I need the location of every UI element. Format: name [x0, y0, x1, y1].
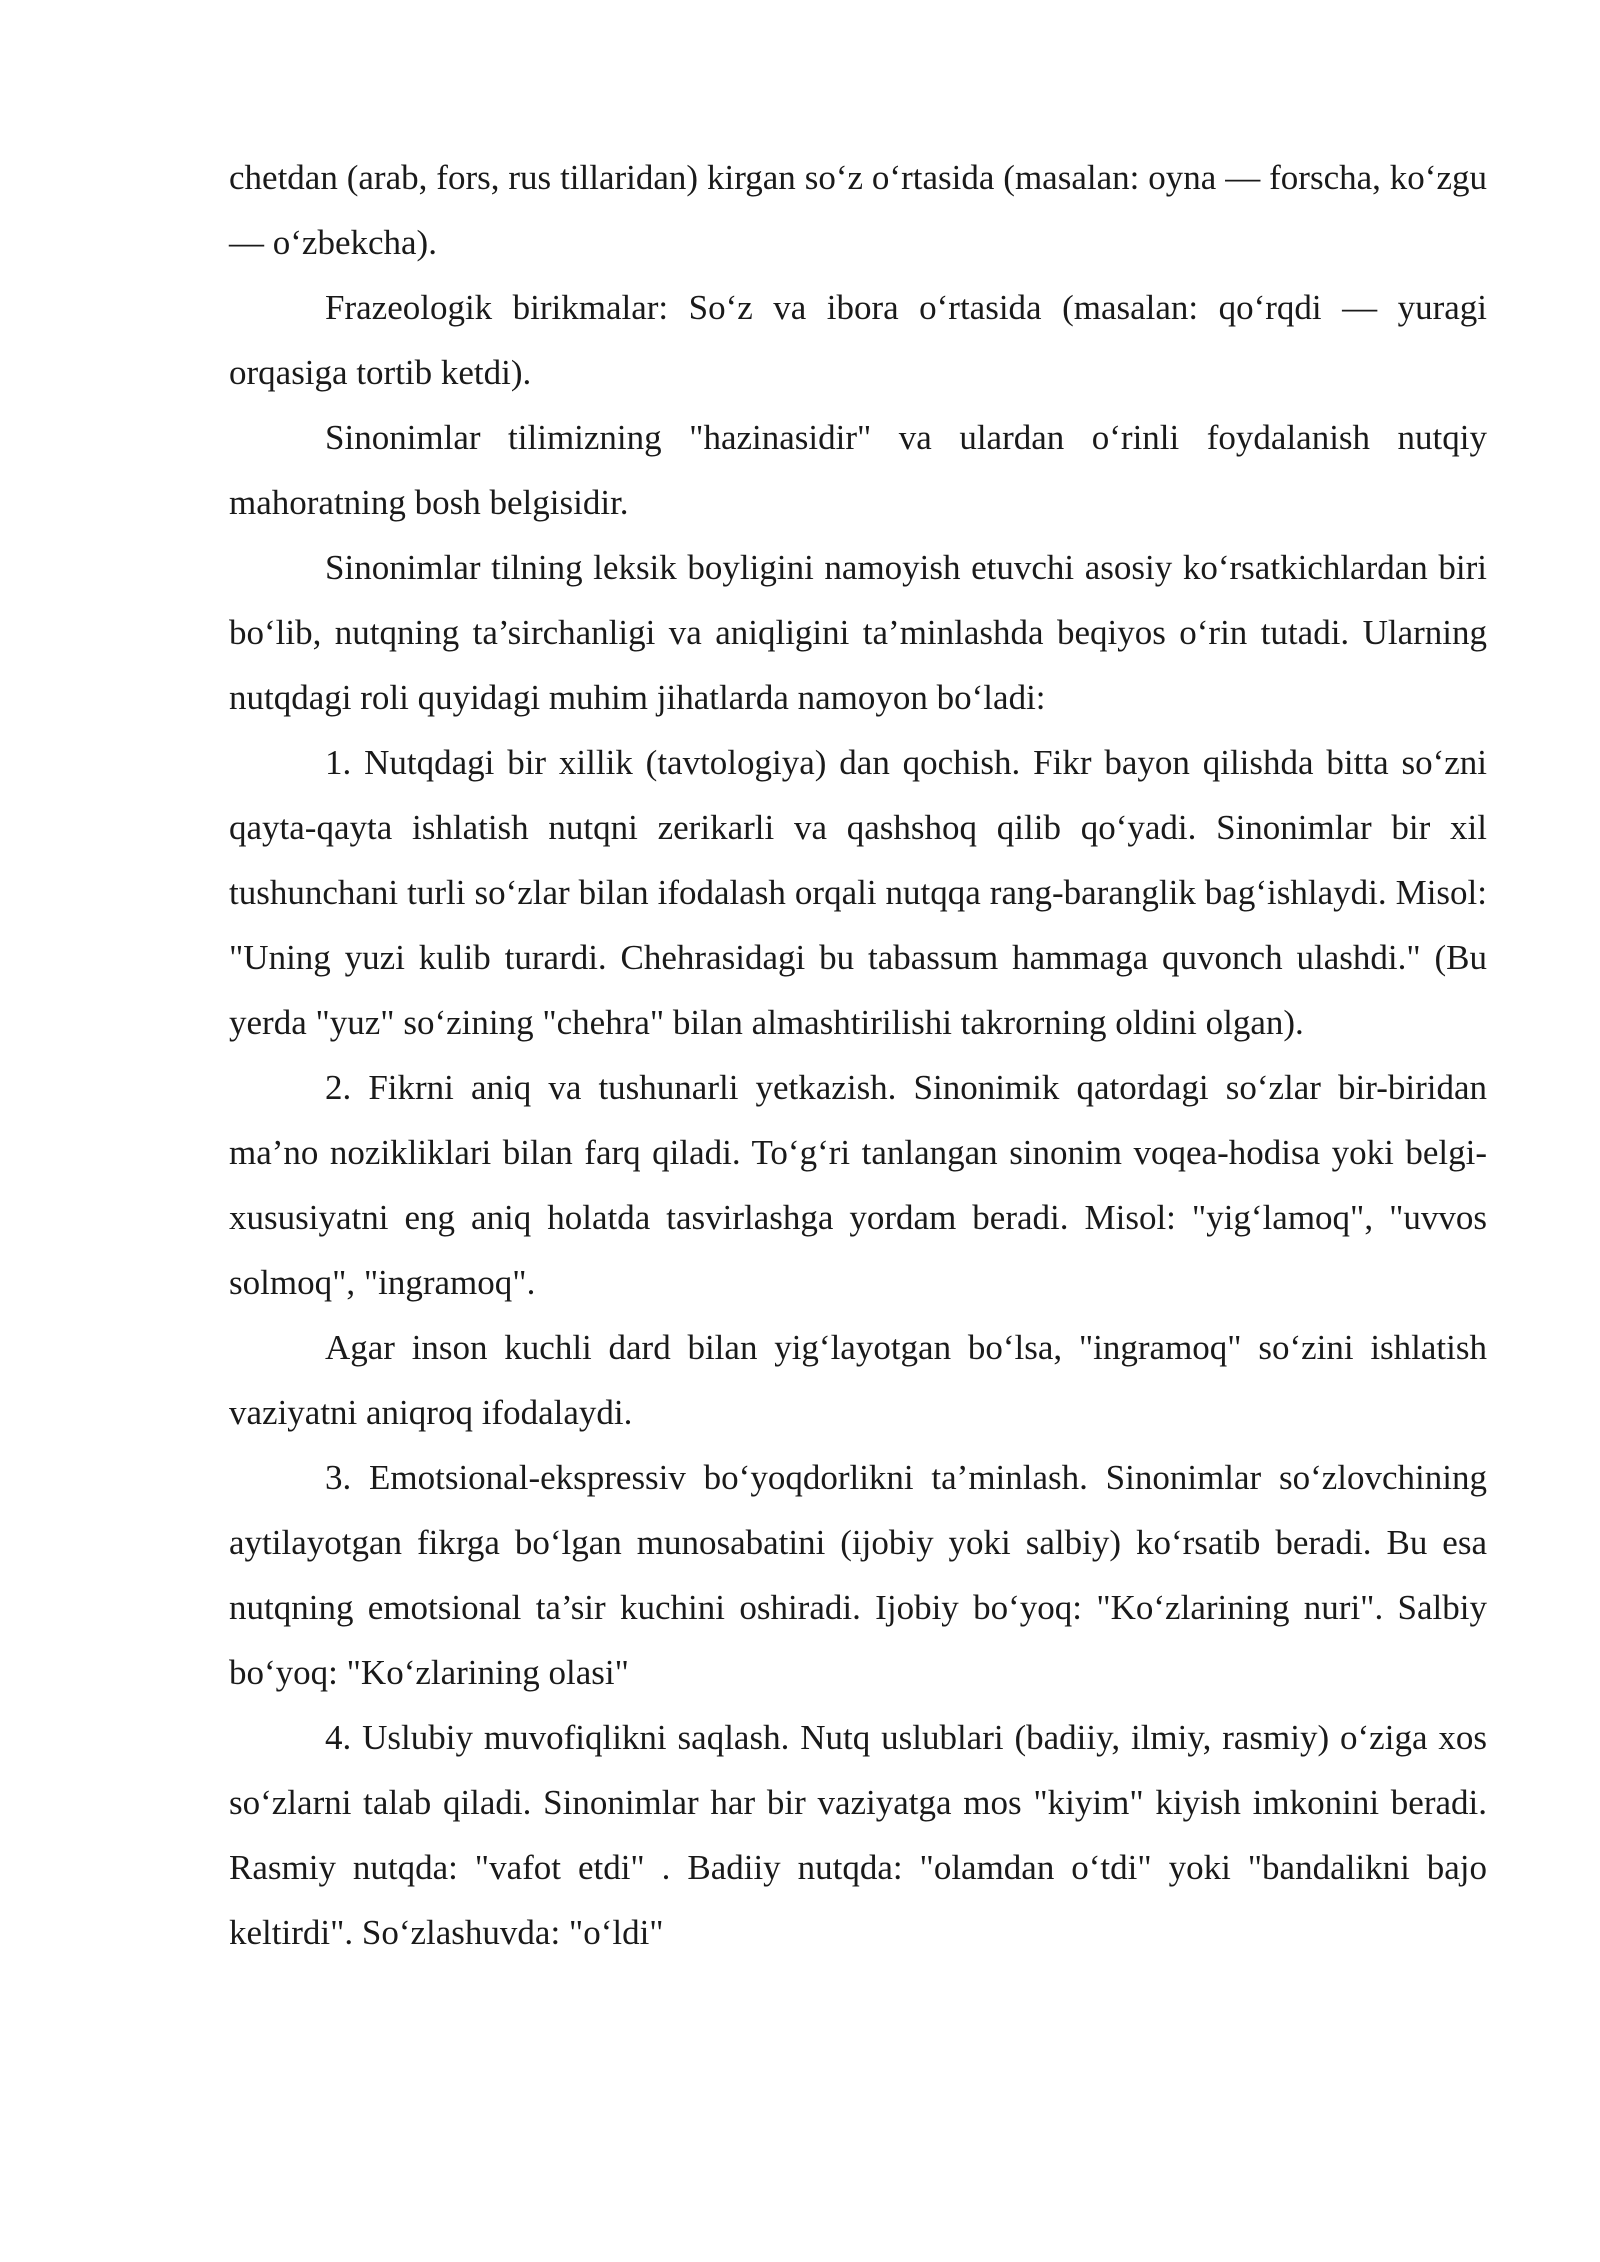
paragraph-continuation: chetdan (arab, fors, rus tillaridan) kirgan so‘z o‘rtasida (masalan: oyna — forscha, ko‘zgu — o‘zbekcha). — [229, 158, 1487, 262]
paragraph-point-4: 4. Uslubiy muvofiqlikni saqlash. Nutq uslublari (badiiy, ilmiy, rasmiy) o‘ziga xos so‘zlarni talab qiladi. Sinonimlar har bir vaziyatga mos "kiyim" kiyish imkonini beradi. Rasmiy nutqda: "vafot etdi" . Badiiy nutqda: "olamdan o‘tdi" yoki "bandalikni bajo keltirdi". So‘zlashuvda: "o‘ldi" — [229, 1718, 1487, 1952]
paragraph-phraseological-units: Frazeologik birikmalar: So‘z va ibora o‘rtasida (masalan: qo‘rqdi — yuragi orqasiga tortib ketdi). — [229, 288, 1487, 392]
paragraph-point-3: 3. Emotsional-ekspressiv bo‘yoqdorlikni ta’minlash. Sinonimlar so‘zlovchining aytilayotgan fikrga bo‘lgan munosabatini (ijobiy yoki salbiy) ko‘rsatib beradi. Bu esa nutqning emotsional ta’sir kuchini oshiradi. Ijobiy bo‘yoq: "Ko‘zlarining nuri". Salbiy bo‘yoq: "Ko‘zlarining olasi" — [229, 1458, 1487, 1692]
paragraph-point-1: 1. Nutqdagi bir xillik (tavtologiya) dan qochish. Fikr bayon qilishda bitta so‘zni qayta-qayta ishlatish nutqni zerikarli va qashshoq qilib qo‘yadi. Sinonimlar bir xil tushunchani turli so‘zlar bilan ifodalash orqali nutqqa rang-baranglik bag‘ishlaydi. Misol: "Uning yuzi kulib turardi. Chehrasidagi bu tabassum hammaga quvonch ulashdi." (Bu yerda "yuz" so‘zining "chehra" bilan almashtirilishi takrorning oldini olgan). — [229, 743, 1487, 1042]
document-body — [229, 145, 1487, 1965]
paragraph-synonyms-role: Sinonimlar tilning leksik boyligini namoyish etuvchi asosiy ko‘rsatkichlardan biri bo‘lib, nutqning ta’sirchanligi va aniqligini ta’minlashda beqiyos o‘rin tutadi. Ularning nutqdagi roli quyidagi muhim jihatlarda namoyon bo‘ladi: — [229, 548, 1487, 717]
paragraph-synonyms-treasure: Sinonimlar tilimizning "hazinasidir" va ulardan o‘rinli foydalanish nutqiy mahoratning bosh belgisidir. — [229, 418, 1487, 522]
paragraph-point-2-example: Agar inson kuchli dard bilan yig‘layotgan bo‘lsa, "ingramoq" so‘zini ishlatish vaziyatni aniqroq ifodalaydi. — [229, 1328, 1487, 1432]
paragraph-point-2: 2. Fikrni aniq va tushunarli yetkazish. Sinonimik qatordagi so‘zlar bir-biridan ma’no nozikliklari bilan farq qiladi. To‘g‘ri tanlangan sinonim voqea-hodisa yoki belgi-xususiyatni eng aniq holatda tasvirlashga yordam beradi. Misol: "yig‘lamoq", "uvvos solmoq", "ingramoq". — [229, 1068, 1487, 1302]
